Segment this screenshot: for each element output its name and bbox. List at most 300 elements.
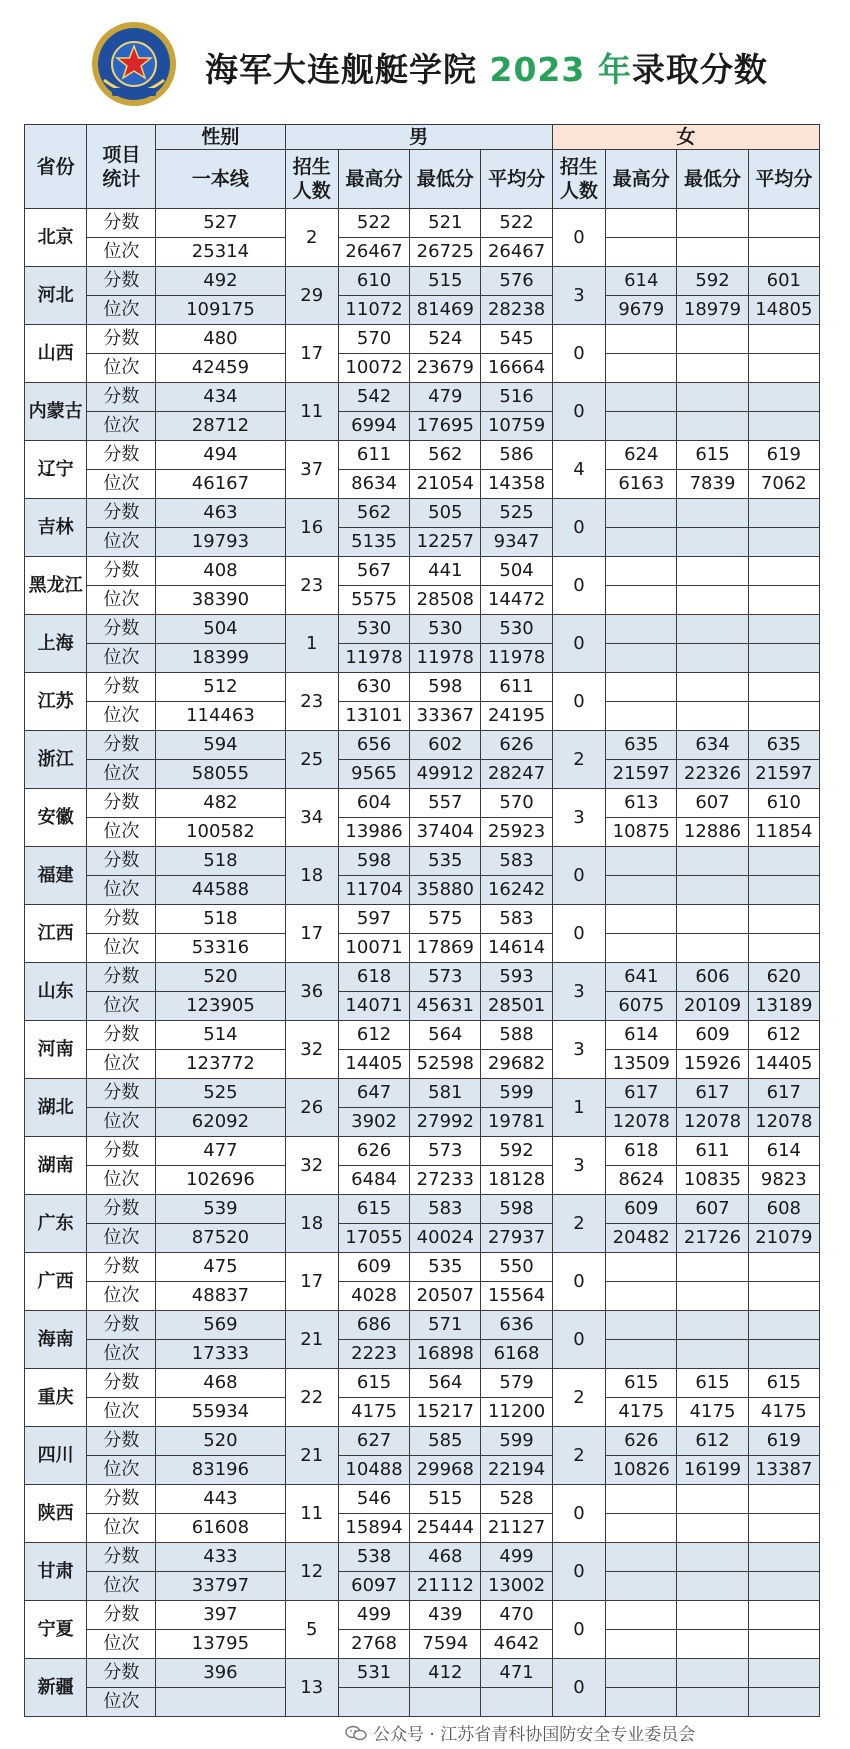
female-value-cell	[748, 557, 819, 586]
header-male-min: 最低分	[410, 150, 481, 209]
label-score: 分数	[87, 1021, 156, 1050]
male-value-cell: 12257	[410, 528, 481, 557]
province-cell: 内蒙古	[25, 383, 87, 441]
label-rank: 位次	[87, 1166, 156, 1195]
line-cell: 520	[156, 963, 285, 992]
female-value-cell: 614	[606, 267, 677, 296]
province-cell: 北京	[25, 209, 87, 267]
female-value-cell: 615	[677, 441, 748, 470]
male-value-cell: 21054	[410, 470, 481, 499]
female-value-cell: 21079	[748, 1224, 819, 1253]
label-rank: 位次	[87, 1572, 156, 1601]
male-value-cell: 647	[338, 1079, 409, 1108]
line-cell: 520	[156, 1427, 285, 1456]
header-female: 女	[552, 125, 819, 150]
table-row	[25, 1079, 820, 1108]
label-rank: 位次	[87, 1688, 156, 1717]
female-value-cell: 619	[748, 1427, 819, 1456]
table-row	[25, 1601, 820, 1630]
female-value-cell	[748, 1514, 819, 1543]
label-rank: 位次	[87, 1398, 156, 1427]
province-cell: 江西	[25, 905, 87, 963]
table-row	[25, 1659, 820, 1688]
female-value-cell: 13387	[748, 1456, 819, 1485]
line-cell: 482	[156, 789, 285, 818]
male-value-cell: 5135	[338, 528, 409, 557]
male-value-cell: 27992	[410, 1108, 481, 1137]
male-value-cell: 522	[338, 209, 409, 238]
line-cell: 514	[156, 1021, 285, 1050]
female-value-cell	[748, 209, 819, 238]
line-cell: 527	[156, 209, 285, 238]
province-cell: 湖南	[25, 1137, 87, 1195]
male-value-cell: 630	[338, 673, 409, 702]
female-value-cell: 611	[677, 1137, 748, 1166]
female-value-cell	[748, 1340, 819, 1369]
male-enroll-cell: 23	[285, 673, 338, 731]
male-enroll-cell: 11	[285, 383, 338, 441]
male-value-cell: 11978	[338, 644, 409, 673]
female-value-cell	[748, 702, 819, 731]
label-score: 分数	[87, 1427, 156, 1456]
male-value-cell: 26467	[481, 238, 552, 267]
female-value-cell: 6075	[606, 992, 677, 1021]
table-row	[25, 499, 820, 528]
male-value-cell: 2768	[338, 1630, 409, 1659]
female-value-cell: 609	[606, 1195, 677, 1224]
line-cell: 61608	[156, 1514, 285, 1543]
male-value-cell: 470	[481, 1601, 552, 1630]
male-value-cell: 11200	[481, 1398, 552, 1427]
female-value-cell	[606, 615, 677, 644]
province-cell: 宁夏	[25, 1601, 87, 1659]
header	[0, 0, 850, 120]
female-value-cell	[606, 1514, 677, 1543]
female-value-cell	[748, 847, 819, 876]
female-value-cell	[606, 528, 677, 557]
label-rank: 位次	[87, 1456, 156, 1485]
female-value-cell: 615	[677, 1369, 748, 1398]
line-cell: 38390	[156, 586, 285, 615]
male-value-cell: 441	[410, 557, 481, 586]
province-cell: 湖北	[25, 1079, 87, 1137]
female-value-cell: 10835	[677, 1166, 748, 1195]
table-row	[25, 644, 820, 673]
female-enroll-cell: 0	[552, 499, 605, 557]
female-value-cell	[677, 615, 748, 644]
province-cell: 广西	[25, 1253, 87, 1311]
line-cell: 58055	[156, 760, 285, 789]
male-value-cell: 615	[338, 1195, 409, 1224]
line-cell: 396	[156, 1659, 285, 1688]
label-score: 分数	[87, 209, 156, 238]
female-value-cell: 14805	[748, 296, 819, 325]
female-value-cell: 617	[606, 1079, 677, 1108]
female-value-cell	[748, 1572, 819, 1601]
table-row	[25, 441, 820, 470]
male-value-cell: 626	[481, 731, 552, 760]
table-row	[25, 673, 820, 702]
male-value-cell: 17695	[410, 412, 481, 441]
female-value-cell	[677, 905, 748, 934]
line-cell: 518	[156, 847, 285, 876]
female-value-cell: 8624	[606, 1166, 677, 1195]
male-value-cell: 581	[410, 1079, 481, 1108]
female-value-cell	[677, 499, 748, 528]
female-value-cell	[748, 1659, 819, 1688]
male-value-cell: 28247	[481, 760, 552, 789]
female-value-cell: 617	[748, 1079, 819, 1108]
male-value-cell: 573	[410, 1137, 481, 1166]
male-value-cell: 535	[410, 1253, 481, 1282]
table-row	[25, 1021, 820, 1050]
table-row	[25, 1688, 820, 1717]
line-cell: 44588	[156, 876, 285, 905]
label-score: 分数	[87, 1659, 156, 1688]
table-row	[25, 876, 820, 905]
male-value-cell: 609	[338, 1253, 409, 1282]
male-value-cell: 16664	[481, 354, 552, 383]
province-cell: 新疆	[25, 1659, 87, 1717]
male-value-cell: 11704	[338, 876, 409, 905]
female-value-cell	[677, 354, 748, 383]
female-value-cell: 641	[606, 963, 677, 992]
label-score: 分数	[87, 847, 156, 876]
label-score: 分数	[87, 1195, 156, 1224]
table-row	[25, 1572, 820, 1601]
table-row	[25, 1137, 820, 1166]
female-enroll-cell: 0	[552, 1601, 605, 1659]
male-value-cell: 570	[338, 325, 409, 354]
female-value-cell: 4175	[677, 1398, 748, 1427]
female-value-cell	[606, 499, 677, 528]
table-row	[25, 760, 820, 789]
line-cell: 492	[156, 267, 285, 296]
female-value-cell: 607	[677, 1195, 748, 1224]
female-value-cell	[606, 1688, 677, 1717]
province-cell: 辽宁	[25, 441, 87, 499]
table-row	[25, 586, 820, 615]
male-value-cell: 585	[410, 1427, 481, 1456]
table-row	[25, 1485, 820, 1514]
female-value-cell	[748, 1543, 819, 1572]
table-row	[25, 1195, 820, 1224]
female-value-cell: 626	[606, 1427, 677, 1456]
male-enroll-cell: 29	[285, 267, 338, 325]
male-value-cell: 612	[338, 1021, 409, 1050]
female-value-cell: 614	[606, 1021, 677, 1050]
table-row	[25, 296, 820, 325]
female-value-cell	[677, 1601, 748, 1630]
female-value-cell	[748, 1311, 819, 1340]
table-row	[25, 470, 820, 499]
female-value-cell: 12078	[677, 1108, 748, 1137]
line-cell: 42459	[156, 354, 285, 383]
female-value-cell	[606, 673, 677, 702]
male-value-cell: 562	[410, 441, 481, 470]
male-value-cell: 598	[481, 1195, 552, 1224]
line-cell: 518	[156, 905, 285, 934]
female-value-cell	[677, 325, 748, 354]
male-value-cell	[481, 1688, 552, 1717]
female-value-cell	[748, 528, 819, 557]
label-score: 分数	[87, 1079, 156, 1108]
male-enroll-cell: 1	[285, 615, 338, 673]
male-value-cell: 49912	[410, 760, 481, 789]
male-value-cell: 17055	[338, 1224, 409, 1253]
female-value-cell	[748, 905, 819, 934]
province-cell: 山东	[25, 963, 87, 1021]
female-value-cell	[606, 1543, 677, 1572]
female-value-cell	[606, 238, 677, 267]
line-cell: 55934	[156, 1398, 285, 1427]
female-value-cell	[677, 1282, 748, 1311]
female-value-cell	[677, 1572, 748, 1601]
label-rank: 位次	[87, 470, 156, 499]
line-cell: 13795	[156, 1630, 285, 1659]
label-rank: 位次	[87, 528, 156, 557]
female-value-cell	[677, 1340, 748, 1369]
table-row	[25, 557, 820, 586]
male-value-cell: 686	[338, 1311, 409, 1340]
table-row	[25, 992, 820, 1021]
label-score: 分数	[87, 499, 156, 528]
label-rank: 位次	[87, 644, 156, 673]
male-value-cell: 16898	[410, 1340, 481, 1369]
label-rank: 位次	[87, 586, 156, 615]
male-value-cell: 29682	[481, 1050, 552, 1079]
male-value-cell: 546	[338, 1485, 409, 1514]
label-rank: 位次	[87, 1108, 156, 1137]
table-row	[25, 1514, 820, 1543]
table-row	[25, 1543, 820, 1572]
male-value-cell: 468	[410, 1543, 481, 1572]
label-rank: 位次	[87, 760, 156, 789]
label-rank: 位次	[87, 238, 156, 267]
female-value-cell: 4175	[748, 1398, 819, 1427]
male-value-cell: 599	[481, 1079, 552, 1108]
male-enroll-cell: 11	[285, 1485, 338, 1543]
table-row	[25, 1224, 820, 1253]
female-value-cell	[606, 325, 677, 354]
female-value-cell: 607	[677, 789, 748, 818]
label-score: 分数	[87, 1543, 156, 1572]
female-value-cell	[748, 876, 819, 905]
female-enroll-cell: 0	[552, 615, 605, 673]
male-value-cell: 593	[481, 963, 552, 992]
male-value-cell: 25923	[481, 818, 552, 847]
female-value-cell: 21726	[677, 1224, 748, 1253]
male-value-cell: 9347	[481, 528, 552, 557]
male-value-cell: 571	[410, 1311, 481, 1340]
female-value-cell: 6163	[606, 470, 677, 499]
female-value-cell	[748, 644, 819, 673]
male-enroll-cell: 17	[285, 325, 338, 383]
male-enroll-cell: 18	[285, 847, 338, 905]
male-enroll-cell: 5	[285, 1601, 338, 1659]
line-cell: 19793	[156, 528, 285, 557]
male-value-cell: 550	[481, 1253, 552, 1282]
table-row	[25, 702, 820, 731]
table-row	[25, 267, 820, 296]
male-value-cell: 15217	[410, 1398, 481, 1427]
female-value-cell	[748, 383, 819, 412]
male-value-cell: 5575	[338, 586, 409, 615]
male-enroll-cell: 17	[285, 1253, 338, 1311]
female-value-cell: 615	[748, 1369, 819, 1398]
label-score: 分数	[87, 1253, 156, 1282]
table-row	[25, 1398, 820, 1427]
male-enroll-cell: 37	[285, 441, 338, 499]
female-value-cell: 618	[606, 1137, 677, 1166]
female-enroll-cell: 2	[552, 731, 605, 789]
label-score: 分数	[87, 557, 156, 586]
female-value-cell: 7062	[748, 470, 819, 499]
female-value-cell: 9823	[748, 1166, 819, 1195]
female-enroll-cell: 0	[552, 1543, 605, 1601]
male-value-cell: 8634	[338, 470, 409, 499]
male-value-cell: 6097	[338, 1572, 409, 1601]
female-value-cell	[606, 934, 677, 963]
female-value-cell	[606, 905, 677, 934]
header-item: 项目 统计	[87, 125, 156, 209]
male-value-cell: 11978	[481, 644, 552, 673]
male-value-cell: 525	[481, 499, 552, 528]
female-value-cell: 601	[748, 267, 819, 296]
female-value-cell: 612	[748, 1021, 819, 1050]
female-enroll-cell: 3	[552, 789, 605, 847]
title-prefix: 海军大连舰艇学院	[205, 50, 490, 89]
province-cell: 安徽	[25, 789, 87, 847]
province-cell: 上海	[25, 615, 87, 673]
male-value-cell: 7594	[410, 1630, 481, 1659]
female-value-cell: 22326	[677, 760, 748, 789]
female-value-cell	[748, 615, 819, 644]
header-male-enroll: 招生 人数	[285, 150, 338, 209]
female-value-cell: 10875	[606, 818, 677, 847]
male-enroll-cell: 32	[285, 1021, 338, 1079]
male-value-cell: 13986	[338, 818, 409, 847]
male-value-cell: 11978	[410, 644, 481, 673]
table-row	[25, 1311, 820, 1340]
female-value-cell	[677, 1485, 748, 1514]
female-value-cell	[677, 383, 748, 412]
female-value-cell: 13509	[606, 1050, 677, 1079]
male-value-cell: 28238	[481, 296, 552, 325]
male-value-cell: 524	[410, 325, 481, 354]
title-suffix: 录取分数	[631, 50, 768, 89]
male-value-cell: 4028	[338, 1282, 409, 1311]
male-value-cell: 25444	[410, 1514, 481, 1543]
female-value-cell	[606, 876, 677, 905]
male-enroll-cell: 32	[285, 1137, 338, 1195]
title-year: 2023 年	[489, 50, 632, 89]
table-row	[25, 528, 820, 557]
female-enroll-cell: 0	[552, 209, 605, 267]
female-value-cell	[677, 557, 748, 586]
male-value-cell: 564	[410, 1369, 481, 1398]
male-enroll-cell: 2	[285, 209, 338, 267]
province-cell: 甘肃	[25, 1543, 87, 1601]
male-value-cell: 6484	[338, 1166, 409, 1195]
male-value-cell: 627	[338, 1427, 409, 1456]
line-cell: 33797	[156, 1572, 285, 1601]
female-enroll-cell: 1	[552, 1079, 605, 1137]
female-value-cell: 20482	[606, 1224, 677, 1253]
male-value-cell: 602	[410, 731, 481, 760]
line-cell: 25314	[156, 238, 285, 267]
female-value-cell	[748, 934, 819, 963]
female-value-cell: 18979	[677, 296, 748, 325]
female-value-cell	[606, 1253, 677, 1282]
male-value-cell: 37404	[410, 818, 481, 847]
male-value-cell: 4642	[481, 1630, 552, 1659]
female-enroll-cell: 0	[552, 325, 605, 383]
male-enroll-cell: 17	[285, 905, 338, 963]
male-value-cell: 35880	[410, 876, 481, 905]
male-value-cell: 22194	[481, 1456, 552, 1485]
female-enroll-cell: 2	[552, 1195, 605, 1253]
table-row	[25, 1456, 820, 1485]
line-cell: 17333	[156, 1340, 285, 1369]
male-value-cell: 588	[481, 1021, 552, 1050]
female-value-cell	[606, 847, 677, 876]
male-value-cell: 439	[410, 1601, 481, 1630]
province-cell: 福建	[25, 847, 87, 905]
male-value-cell: 611	[338, 441, 409, 470]
female-enroll-cell: 0	[552, 383, 605, 441]
table-row	[25, 238, 820, 267]
male-value-cell: 4175	[338, 1398, 409, 1427]
line-cell: 512	[156, 673, 285, 702]
header-female-min: 最低分	[677, 150, 748, 209]
male-value-cell: 579	[481, 1369, 552, 1398]
line-cell: 480	[156, 325, 285, 354]
male-value-cell: 516	[481, 383, 552, 412]
label-rank: 位次	[87, 412, 156, 441]
female-value-cell	[606, 1485, 677, 1514]
male-value-cell: 521	[410, 209, 481, 238]
label-score: 分数	[87, 1601, 156, 1630]
male-value-cell: 576	[481, 267, 552, 296]
male-value-cell: 530	[410, 615, 481, 644]
male-value-cell: 18128	[481, 1166, 552, 1195]
male-value-cell: 412	[410, 1659, 481, 1688]
male-value-cell: 564	[410, 1021, 481, 1050]
female-value-cell: 16199	[677, 1456, 748, 1485]
line-cell: 53316	[156, 934, 285, 963]
female-value-cell: 7839	[677, 470, 748, 499]
table-row	[25, 818, 820, 847]
male-value-cell: 586	[481, 441, 552, 470]
table-row	[25, 209, 820, 238]
line-cell: 397	[156, 1601, 285, 1630]
line-cell: 494	[156, 441, 285, 470]
line-cell: 434	[156, 383, 285, 412]
female-enroll-cell: 2	[552, 1427, 605, 1485]
female-value-cell	[606, 1601, 677, 1630]
label-rank: 位次	[87, 702, 156, 731]
province-cell: 四川	[25, 1427, 87, 1485]
label-rank: 位次	[87, 992, 156, 1021]
male-value-cell: 13002	[481, 1572, 552, 1601]
female-value-cell	[606, 586, 677, 615]
male-value-cell: 528	[481, 1485, 552, 1514]
label-score: 分数	[87, 963, 156, 992]
label-score: 分数	[87, 1485, 156, 1514]
table-row	[25, 1166, 820, 1195]
male-value-cell: 499	[338, 1601, 409, 1630]
